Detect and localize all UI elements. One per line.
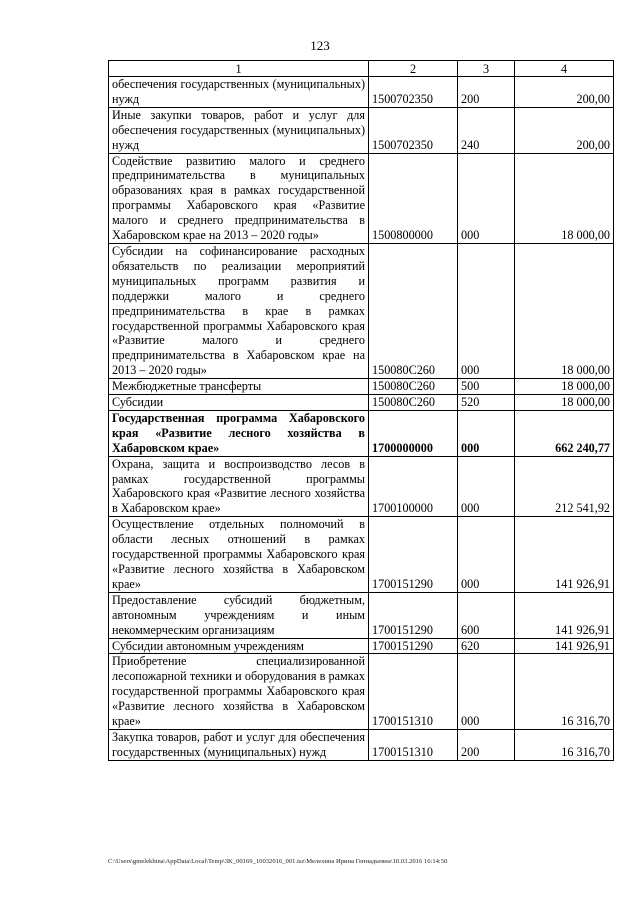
row-type: 200 bbox=[458, 77, 515, 108]
table-row bbox=[109, 410, 614, 456]
row-type: 240 bbox=[458, 107, 515, 153]
row-code: 1700151290 bbox=[369, 638, 458, 654]
row-name: Охрана, защита и воспроизводство лесов в рамках государственной программы Хабаровского края «Развитие лесного хозяйства в Хабаровском крае» bbox=[109, 456, 369, 517]
header-col-4: 4 bbox=[515, 61, 614, 77]
row-code: 150080С260 bbox=[369, 243, 458, 378]
row-name: Субсидии на софинансирование расходных обязательств по реализации мероприятий муниципальных программ развития и поддержки малого и среднего предпринимательства в крае в рамках государственной программы Хабаровского края «Развитие малого и среднего предпринимательства в Хабаровском крае на 2013 – 2020 годы» bbox=[109, 243, 369, 378]
header-col-2: 2 bbox=[369, 61, 458, 77]
table-row bbox=[109, 243, 614, 378]
row-amount: 18 000,00 bbox=[515, 395, 614, 411]
row-amount: 141 926,91 bbox=[515, 592, 614, 638]
row-name: Государственная программа Хабаровского края «Развитие лесного хозяйства в Хабаровском крае» bbox=[109, 410, 369, 456]
table-row bbox=[109, 153, 614, 243]
table-row bbox=[109, 729, 614, 760]
row-type: 000 bbox=[458, 654, 515, 730]
row-type: 000 bbox=[458, 517, 515, 593]
table-header-row bbox=[109, 61, 614, 77]
row-code: 1700100000 bbox=[369, 456, 458, 517]
row-type: 000 bbox=[458, 456, 515, 517]
row-name: Содействие развитию малого и среднего предпринимательства в муниципальных образованиях края в рамках государственной программы Хабаровского края «Развитие малого и среднего предпринимательства в Хабаровском крае на 2013 – 2020 годы» bbox=[109, 153, 369, 243]
row-amount: 141 926,91 bbox=[515, 638, 614, 654]
header-col-1: 1 bbox=[109, 61, 369, 77]
row-amount: 16 316,70 bbox=[515, 729, 614, 760]
table-row bbox=[109, 517, 614, 593]
row-code: 1700151310 bbox=[369, 729, 458, 760]
table-row bbox=[109, 654, 614, 730]
table-row bbox=[109, 395, 614, 411]
row-amount: 18 000,00 bbox=[515, 153, 614, 243]
table-row bbox=[109, 379, 614, 395]
row-name: Приобретение специализированной лесопожарной техники и оборудования в рамках государственной программы Хабаровского края «Развитие лесного хозяйства в Хабаровском крае» bbox=[109, 654, 369, 730]
row-code: 1700151310 bbox=[369, 654, 458, 730]
row-amount: 141 926,91 bbox=[515, 517, 614, 593]
table-row bbox=[109, 638, 614, 654]
row-name: обеспечения государственных (муниципальных) нужд bbox=[109, 77, 369, 108]
table-row bbox=[109, 77, 614, 108]
table-row bbox=[109, 107, 614, 153]
row-type: 200 bbox=[458, 729, 515, 760]
row-code: 1500702350 bbox=[369, 107, 458, 153]
row-type: 620 bbox=[458, 638, 515, 654]
row-type: 500 bbox=[458, 379, 515, 395]
row-code: 1500702350 bbox=[369, 77, 458, 108]
row-code: 150080С260 bbox=[369, 379, 458, 395]
row-name: Субсидии автономным учреждениям bbox=[109, 638, 369, 654]
row-type: 000 bbox=[458, 243, 515, 378]
row-name: Межбюджетные трансферты bbox=[109, 379, 369, 395]
page-number: 123 bbox=[310, 38, 330, 53]
row-type: 520 bbox=[458, 395, 515, 411]
row-amount: 200,00 bbox=[515, 107, 614, 153]
row-name: Закупка товаров, работ и услуг для обеспечения государственных (муниципальных) нужд bbox=[109, 729, 369, 760]
row-amount: 212 541,92 bbox=[515, 456, 614, 517]
row-amount: 662 240,77 bbox=[515, 410, 614, 456]
row-code: 1700151290 bbox=[369, 592, 458, 638]
row-type: 000 bbox=[458, 153, 515, 243]
row-type: 600 bbox=[458, 592, 515, 638]
row-code: 1500800000 bbox=[369, 153, 458, 243]
table-row bbox=[109, 592, 614, 638]
row-name: Иные закупки товаров, работ и услуг для обеспечения государственных (муниципальных) нужд bbox=[109, 107, 369, 153]
row-amount: 18 000,00 bbox=[515, 379, 614, 395]
row-code: 150080С260 bbox=[369, 395, 458, 411]
row-name: Осуществление отдельных полномочий в области лесных отношений в рамках государственной программы Хабаровского края «Развитие лесного хозяйства в Хабаровском крае» bbox=[109, 517, 369, 593]
footer-file-path: C:\Users\gmelekhina\AppData\Local\Temp\3K_00169_10032016_001.tsz\Мелехина Ирина Геннадьевна\10.03.2016 16:14:50 bbox=[108, 858, 448, 865]
header-col-3: 3 bbox=[458, 61, 515, 77]
row-amount: 200,00 bbox=[515, 77, 614, 108]
row-name: Субсидии bbox=[109, 395, 369, 411]
row-type: 000 bbox=[458, 410, 515, 456]
row-code: 1700151290 bbox=[369, 517, 458, 593]
row-amount: 16 316,70 bbox=[515, 654, 614, 730]
table-row bbox=[109, 456, 614, 517]
table-body bbox=[109, 77, 614, 761]
row-amount: 18 000,00 bbox=[515, 243, 614, 378]
row-code: 1700000000 bbox=[369, 410, 458, 456]
budget-table bbox=[108, 60, 614, 761]
row-name: Предоставление субсидий бюджетным, автономным учреждениям и иным некоммерческим организациям bbox=[109, 592, 369, 638]
